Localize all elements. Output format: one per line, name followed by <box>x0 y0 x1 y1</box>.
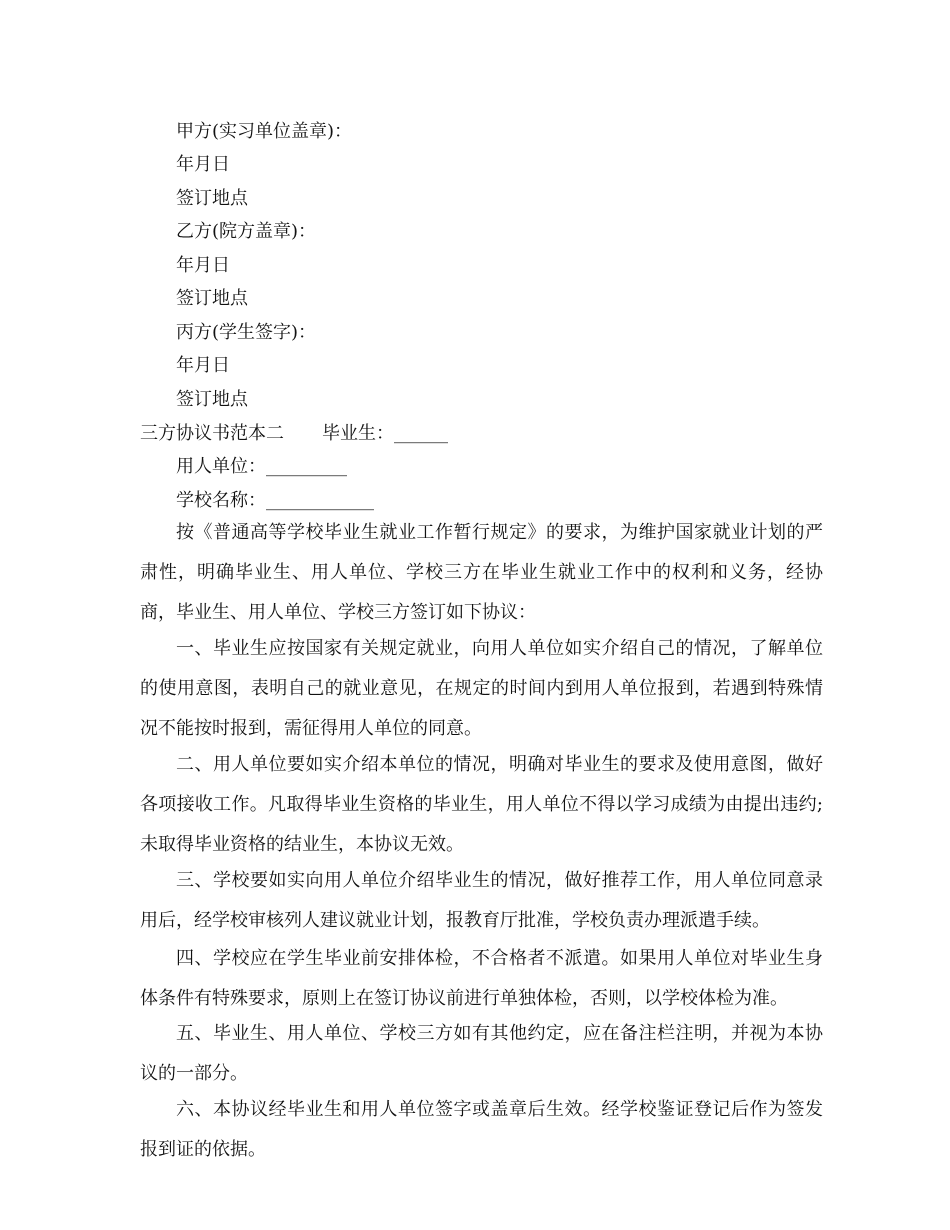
employer-field-label: 用人单位：_________ <box>176 456 347 477</box>
intro-paragraph: 按《普通高等学校毕业生就业工作暂行规定》的要求，为维护国家就业计划的严肃性，明确毕业生、用人单位、学校三方在毕业生就业工作中的权利和义务，经协商，毕业生、用人单位、学校三方签订如下协议： <box>140 522 823 623</box>
template-title-line <box>140 422 448 446</box>
graduate-field-label: 毕业生：______ <box>322 423 448 444</box>
party-a-date: 年月日 <box>176 154 230 175</box>
template-title: 三方协议书范本二 <box>140 423 284 444</box>
party-a-label: 甲方(实习单位盖章)： <box>176 121 353 142</box>
party-c-date: 年月日 <box>176 355 230 376</box>
party-a-place: 签订地点 <box>176 188 248 209</box>
party-c-place: 签订地点 <box>176 389 248 410</box>
party-c-label: 丙方(学生签字)： <box>176 322 317 343</box>
party-b-date: 年月日 <box>176 255 230 276</box>
clause-1-paragraph: 一、毕业生应按国家有关规定就业，向用人单位如实介绍自己的情况，了解单位的使用意图，表明自己的就业意见，在规定的时间内到用人单位报到，若遇到特殊情况不能按时报到，需征得用人单位的同意。 <box>140 638 823 739</box>
party-b-place: 签订地点 <box>176 288 248 309</box>
school-field-label: 学校名称：____________ <box>176 490 374 511</box>
clause-3-paragraph: 三、学校要如实向用人单位介绍毕业生的情况，做好推荐工作，用人单位同意录用后，经学校审核列人建议就业计划，报教育厅批准，学校负责办理派遣手续。 <box>140 870 823 931</box>
clause-2-paragraph: 二、用人单位要如实介绍本单位的情况，明确对毕业生的要求及使用意图，做好各项接收工作。凡取得毕业生资格的毕业生，用人单位不得以学习成绩为由提出违约;未取得毕业资格的结业生，本协议无效。 <box>140 754 823 855</box>
party-b-label: 乙方(院方盖章)： <box>176 221 317 242</box>
clause-4-paragraph: 四、学校应在学生毕业前安排体检，不合格者不派遣。如果用人单位对毕业生身体条件有特殊要求，原则上在签订协议前进行单独体检，否则，以学校体检为准。 <box>140 948 823 1009</box>
clause-5-paragraph: 五、毕业生、用人单位、学校三方如有其他约定，应在备注栏注明，并视为本协议的一部分。 <box>140 1023 823 1084</box>
clause-6-paragraph: 六、本协议经毕业生和用人单位签字或盖章后生效。经学校鉴证登记后作为签发报到证的依据。 <box>140 1099 823 1160</box>
